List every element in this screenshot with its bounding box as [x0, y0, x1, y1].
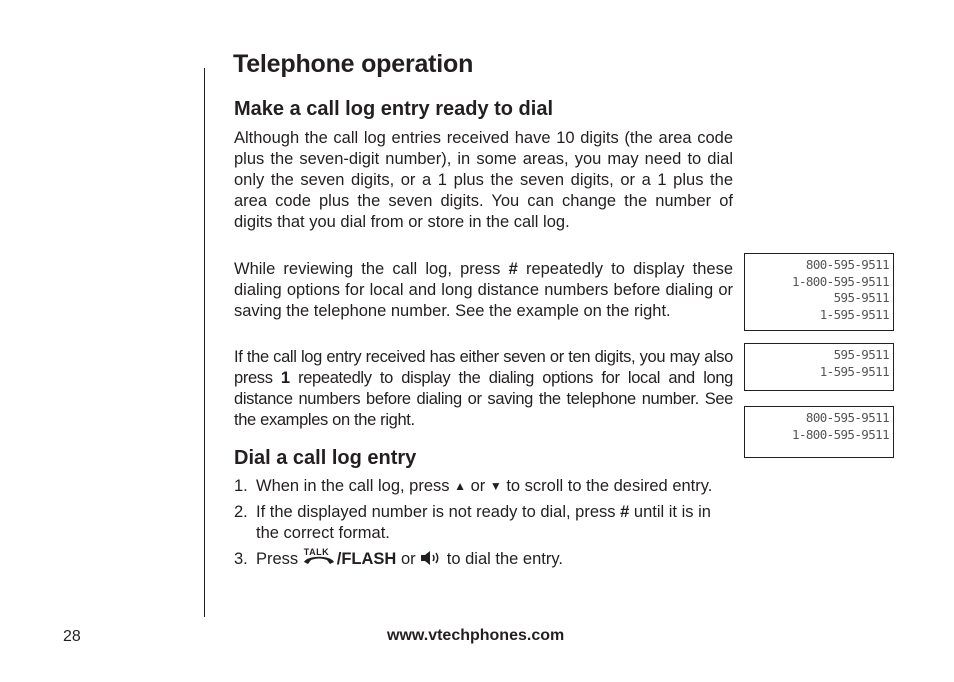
paragraph-text: repeatedly to display these dialing options for local and long distance numbers before dialing or saving the telephone number. See the example on the right. — [234, 260, 733, 320]
step-text: to scroll to the desired entry. — [501, 477, 713, 495]
website-link[interactable]: www.vtechphones.com — [387, 627, 565, 644]
paragraph-text: While reviewing the call log, press — [234, 260, 509, 278]
step-number: 3. — [234, 550, 248, 568]
vertical-rule — [204, 68, 205, 617]
page-number: 28 — [63, 628, 81, 645]
display-line: 1-595-9511 — [819, 306, 889, 322]
paragraph-hash-key — [234, 259, 733, 322]
step-text: until it is in the correct format. — [256, 503, 711, 542]
display-example-3 — [744, 406, 894, 458]
step-text: If the displayed number is not ready to dial, press — [256, 503, 621, 521]
step-text: When in the call log, press — [256, 477, 455, 495]
list-item — [234, 502, 733, 544]
list-item — [234, 476, 733, 497]
down-arrow-icon: ▼ — [489, 479, 502, 493]
display-line: 595-9511 — [833, 290, 889, 305]
display-line: 1-800-595-9511 — [792, 426, 889, 442]
step-text: Press — [256, 550, 303, 568]
paragraph-one-key — [234, 347, 733, 431]
display-line: 1-595-9511 — [819, 363, 889, 379]
display-line: 800-595-9511 — [805, 257, 889, 272]
talk-phone-icon — [303, 549, 337, 565]
step-number: 1. — [234, 477, 248, 495]
pound-key: # — [508, 260, 518, 278]
steps-list — [234, 476, 733, 577]
display-line: 800-595-9511 — [805, 410, 889, 425]
one-key: 1 — [280, 369, 290, 387]
talk-label: TALK — [303, 547, 330, 557]
flash-key: /FLASH — [336, 550, 397, 568]
display-line: 595-9511 — [833, 347, 889, 362]
display-example-1 — [744, 253, 894, 331]
section-heading-dial: Dial a call log entry — [234, 447, 417, 469]
step-number: 2. — [234, 503, 248, 521]
step-text: to dial the entry. — [442, 550, 563, 568]
paragraph-text: If the call log entry received has either seven or ten digits, you may also press — [234, 348, 733, 387]
paragraph-intro: Although the call log entries received have 10 digits (the area code plus the seven-digit number), in some areas, you may need to dial only the seven digits, or a 1 plus the seven digits, or a 1 plus the area code plus the seven digits. You can change the number of digits that you dial from or store in the call log. — [234, 129, 733, 231]
list-item — [234, 549, 733, 572]
display-example-2 — [744, 343, 894, 391]
speaker-icon — [420, 550, 442, 572]
pound-key: # — [620, 503, 630, 521]
step-text: or — [396, 550, 421, 568]
section-heading-make-ready: Make a call log entry ready to dial — [234, 98, 554, 120]
display-line: 1-800-595-9511 — [792, 273, 889, 289]
step-text: or — [466, 477, 490, 495]
page-title: Telephone operation — [233, 50, 474, 78]
paragraph-text: repeatedly to display the dialing options for local and long distance numbers before dialing or saving the telephone number. See the examples on the right. — [234, 369, 733, 429]
up-arrow-icon: ▲ — [454, 479, 466, 493]
